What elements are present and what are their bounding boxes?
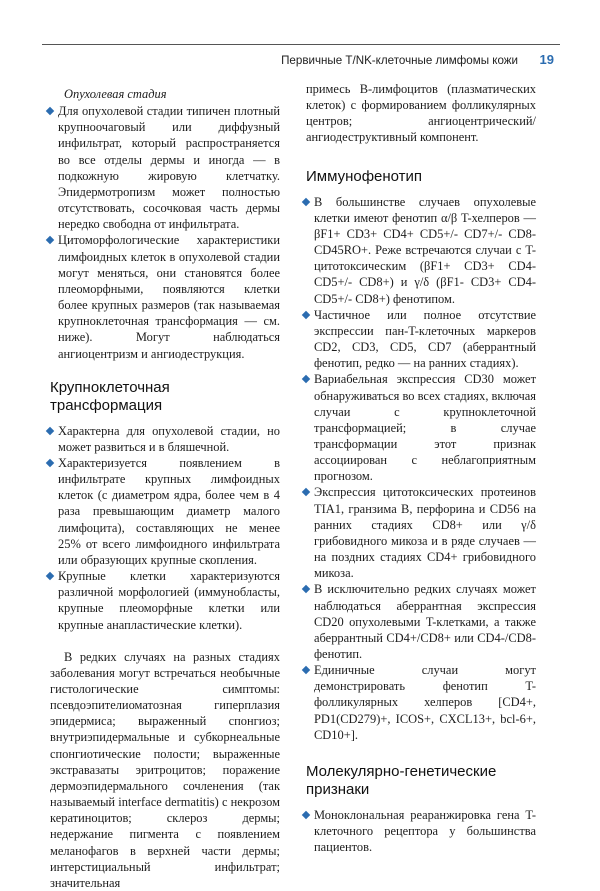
bullet-item: Экспрессия цитотоксических протеинов TIA1, гранзима B, перфорина и CD56 на ранних стадиях CD8+ или γ/δ грибовидного микоза и в ряде случаев — на поздних стадиях CD4+ грибовидного микоза. xyxy=(306,484,536,581)
bullet-item: Единичные случаи могут демонстрировать фенотип T-фолликулярных хелперов [CD4+, PD1(CD279)+, ICOS+, CXCL13+, bcl-6+, CD10+]. xyxy=(306,662,536,743)
page-number: 19 xyxy=(539,52,554,67)
bullet-item: Частичное или полное отсутствие экспрессии пан-T-клеточных маркеров CD2, CD3, CD5, CD7 (аберрантный фенотип, редко — на ранних стадиях). xyxy=(306,307,536,372)
continuation-paragraph: примесь B-лимфоцитов (плазматических клеток) с формированием фолликулярных центров; ангиоцентрический/ангиодеструктивный компонент. xyxy=(306,82,536,145)
left-column xyxy=(50,86,280,891)
bullet-item: В исключительно редких случаях может наблюдаться аберрантная экспрессия CD20 опухолевыми T-клетками, а также аберрантный CD4+/CD8+ или CD4-/CD8- фенотип. xyxy=(306,581,536,662)
bullet-item: Вариабельная экспрессия CD30 может обнаруживаться во всех стадиях, включая случаи с крупноклеточной трансформацией; в случае трансформации этот признак ассоциирован с неблагоприятным прогнозом. xyxy=(306,371,536,484)
subsection-title-tumor-stage: Опухолевая стадия xyxy=(64,87,167,101)
section-heading-large-cell: Крупноклеточная трансформация xyxy=(50,378,170,414)
right-column xyxy=(306,81,536,855)
bullet-item: Цитоморфологические характеристики лимфоидных клеток в опухолевой стадии могут меняться, они становятся более плеоморфными, появляются клетки более крупных размеров (так называемая крупноклеточная трансформация — см. ниже). Могут наблюдаться ангиоцентризм и ангиодеструкция. xyxy=(50,232,280,361)
bullet-item: Крупные клетки характеризуются различной морфологией (иммунобласты, крупные плеоморфные клетки или крупные анапластические клетки). xyxy=(50,568,280,633)
section-heading-immunophenotype: Иммунофенотип xyxy=(306,167,423,185)
running-head: Первичные T/NK-клеточные лимфомы кожи xyxy=(281,54,518,67)
bullet-item: Характеризуется появлением в инфильтрате крупных лимфоидных клеток (с диаметром ядра, более чем в 4 раза превышающим диаметр малого лимфоцита), составляющих не менее 25% от всего лимфоидного инфильтрата или образующих крупные скопления. xyxy=(50,455,280,568)
bullet-item: Моноклональная реаранжировка гена T-клеточного рецептора у большинства пациентов. xyxy=(306,807,536,855)
bullet-item: Для опухолевой стадии типичен плотный крупноочаговый или диффузный инфильтрат, который распространяется во все отделы дермы и иногда — в подкожную жировую клетчатку. Эпидермотропизм может полностью отсутствовать, сосочковая часть дермы нередко свободна от инфильтрата. xyxy=(50,103,280,232)
header-rule xyxy=(42,44,560,45)
rare-cases-paragraph: В редких случаях на разных стадиях заболевания могут встречаться необычные гистологические симптомы: псевдоэпителиоматозная гиперплазия эпидермиса; выраженный спонгиоз; внутриэпидермальные и субкорнеальные спонгиотические полости; выраженные экстравазаты эритроцитов; поражение дермоэпидермального сочленения (так называемый interface dermatitis) с некрозом кератиноцитов; склероз дермы; недержание пигмента с появлением меланофагов в верхней части дермы; интерстициальный инфильтрат; значительная xyxy=(50,649,280,890)
section-heading-molecular: Молекулярно-генетические признаки xyxy=(306,762,497,798)
bullet-item: Характерна для опухолевой стадии, но может развиться и в бляшечной. xyxy=(50,423,280,455)
bullet-item: В большинстве случаев опухолевые клетки имеют фенотип α/β T-хелперов — βF1+ CD3+ CD4+ CD5+/- CD7+/- CD8- CD45RO+. Реже встречаются случаи с T-цитотоксическим (βF1+ CD3+ CD4- CD5+/- CD8+) и γ/δ (βF1- CD3+ CD4- CD5+/- CD8+) фенотипом. xyxy=(306,194,536,307)
